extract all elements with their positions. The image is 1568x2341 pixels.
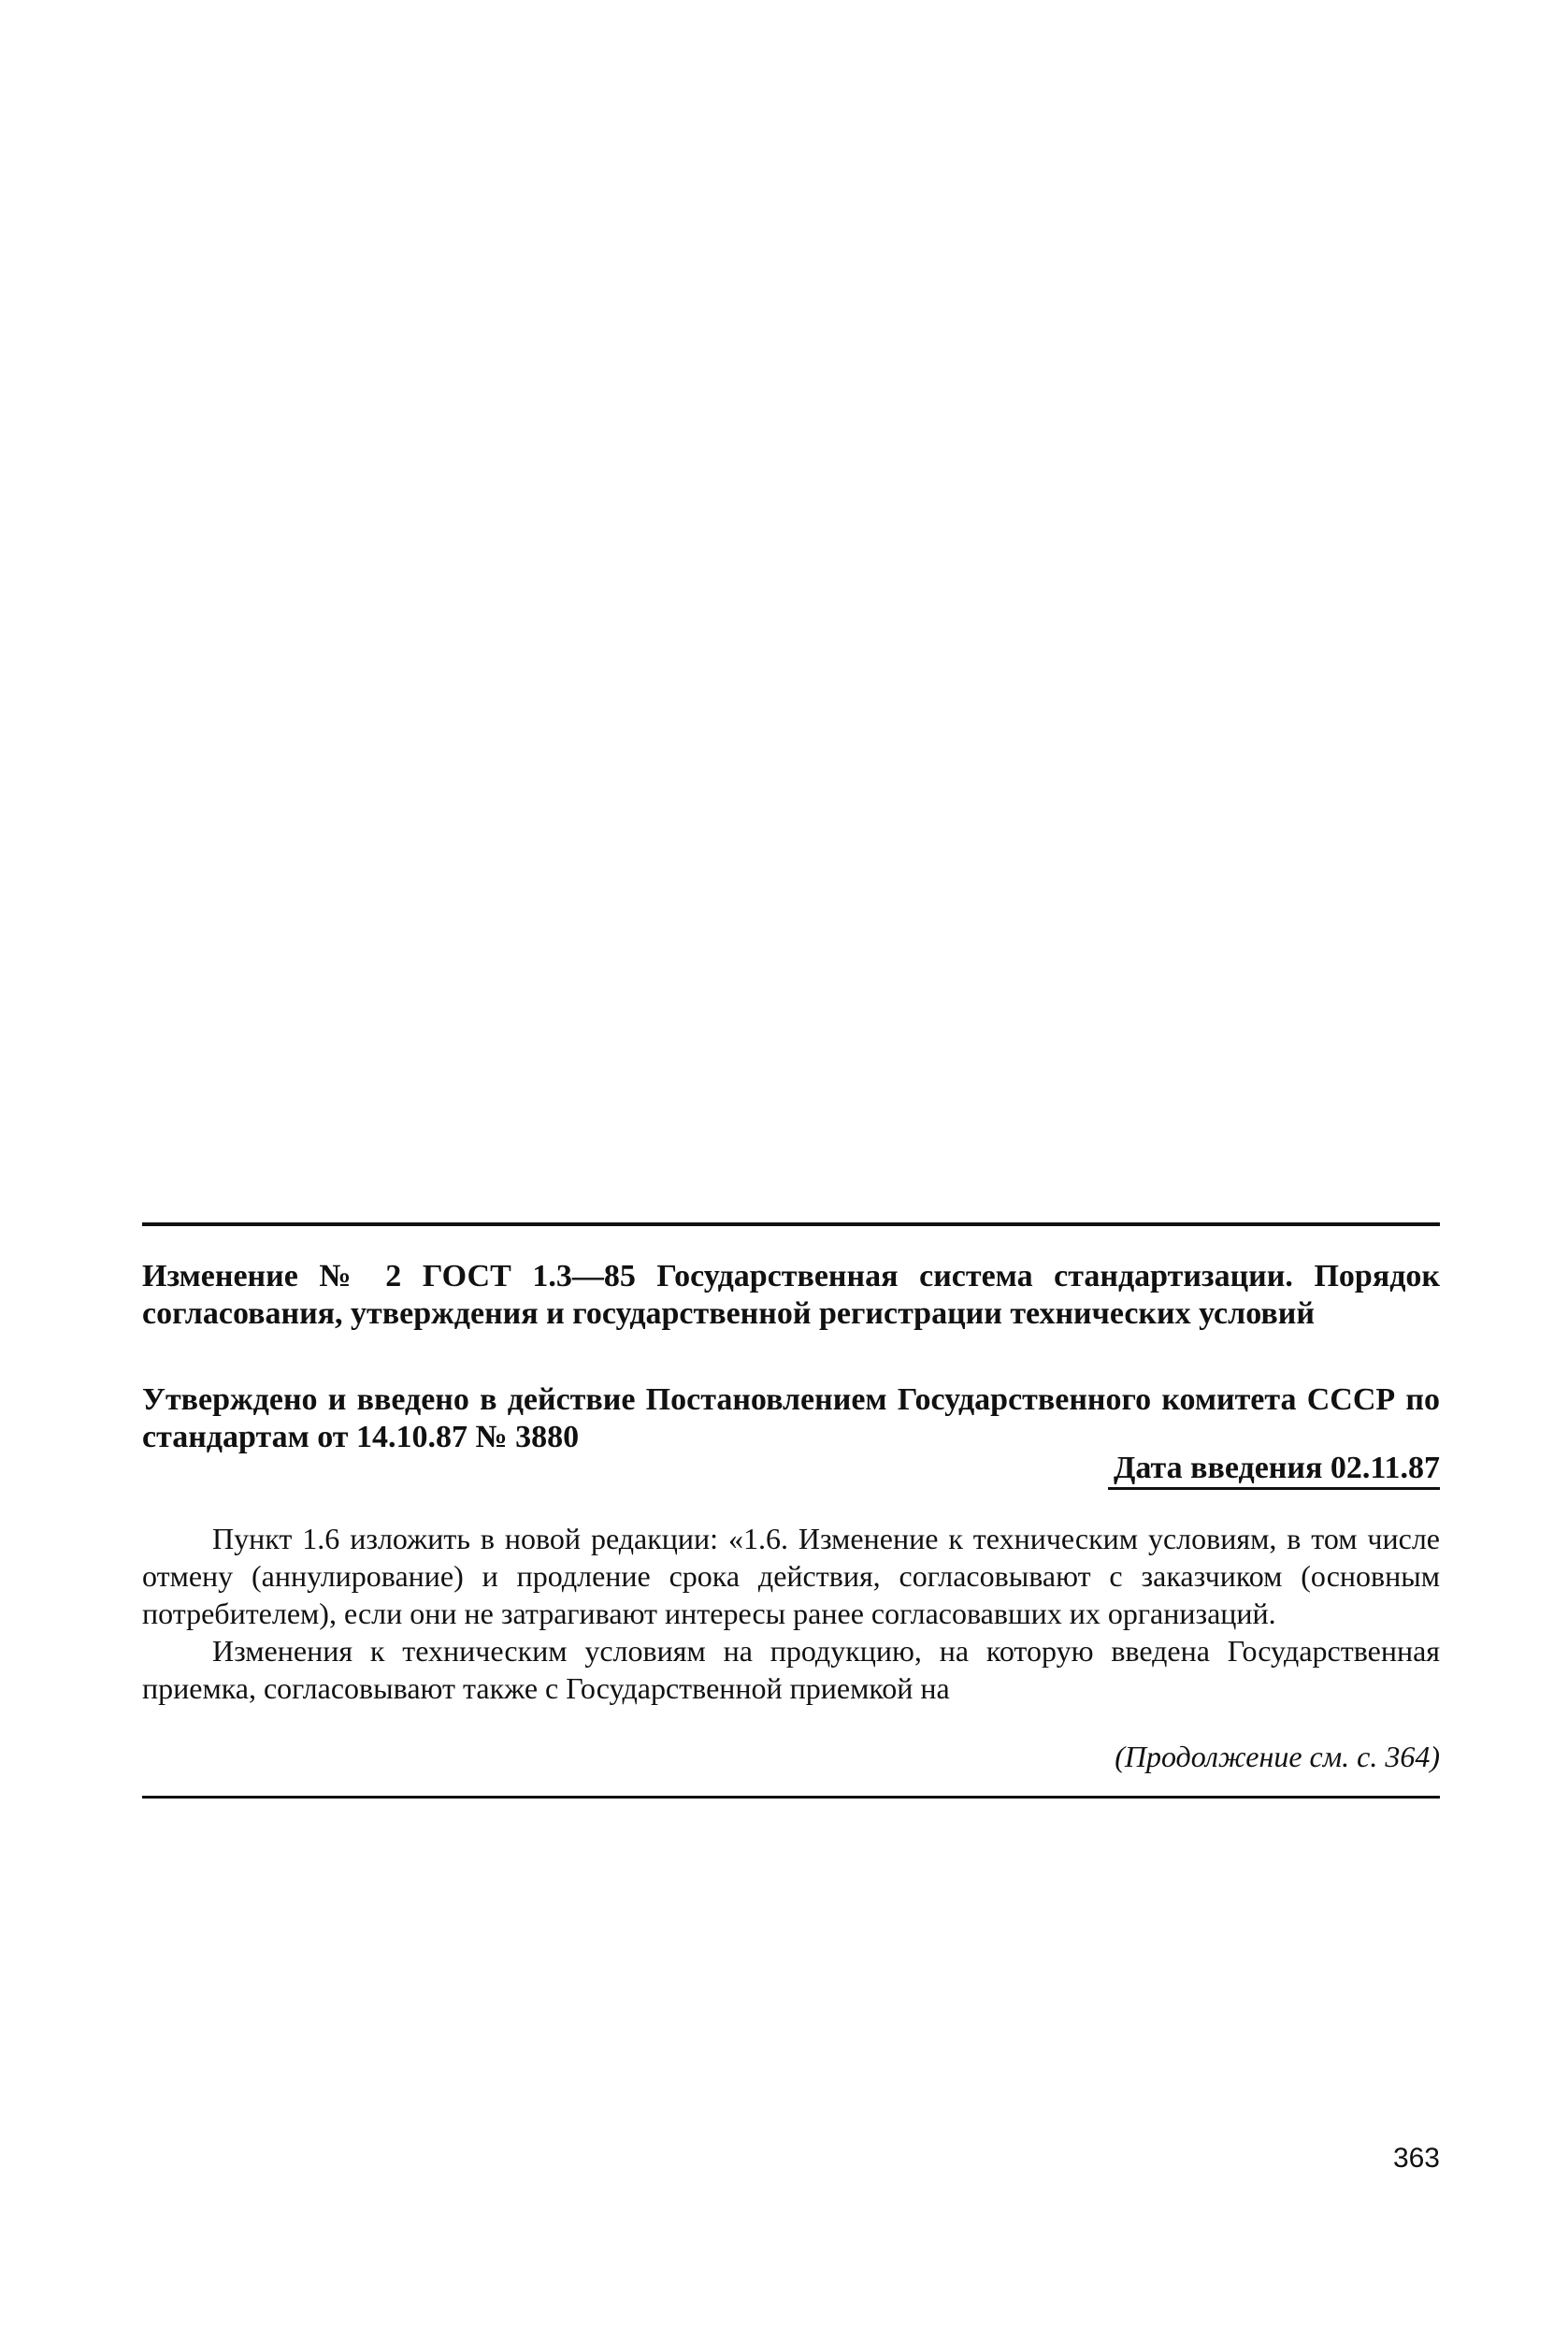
approval-statement: Утверждено и введено в действие Постановлением Государственного комитета СССР по стандартам от 14.10.87 № 3880 <box>142 1382 1440 1454</box>
effective-date: Дата введения 02.11.87 <box>1108 1450 1440 1490</box>
top-rule <box>142 1222 1440 1226</box>
amendment-heading: Изменение № 2 ГОСТ 1.3—85 Государственная система стандартизации. Порядок согласования, утверждения и государственной регистрации технических условий <box>142 1259 1440 1331</box>
paragraph: Изменения к техническим условиям на продукцию, на которую введена Государственная приемка, согласовывают также с Государственной приемкой на <box>142 1634 1440 1705</box>
bottom-rule <box>142 1796 1440 1799</box>
page-number: 363 <box>1392 2143 1440 2174</box>
paragraph: Пункт 1.6 изложить в новой редакции: «1.6. Изменение к техническим условиям, в том числе отмену (аннулирование) и продление срока действия, согласовывают с заказчиком (основным потребителем), если они не затрагивают интересы ранее согласовавших их организаций. <box>142 1522 1440 1630</box>
continuation-note: (Продолжение см. с. 364) <box>1115 1740 1440 1773</box>
effective-date-wrapper <box>1108 1450 1440 1490</box>
amendment-body <box>142 1520 1440 1707</box>
